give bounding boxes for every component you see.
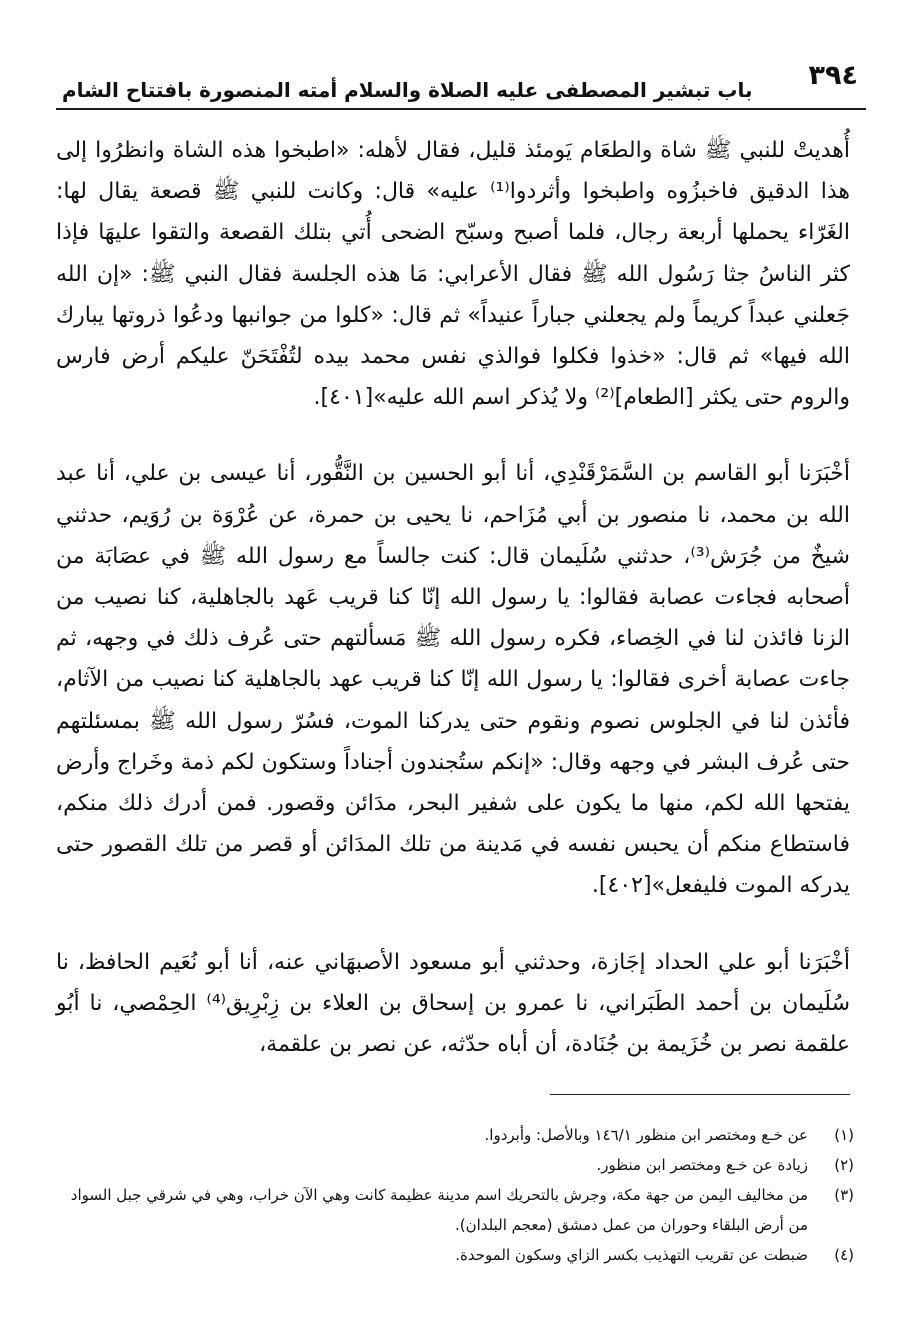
page-number: ٣٩٤ <box>808 60 858 91</box>
footnote-text: ضبطت عن تقريب التهذيب بكسر الزاي وسكون الموحدة. <box>455 1246 808 1264</box>
footnote <box>56 1180 854 1240</box>
footnote-text: من مخاليف اليمن من جهة مكة، وجرش بالتحريك اسم مدينة عظيمة كانت وهي الآن خراب، وهي في شرقي جبل السواد من أرض البلقاء وحوران من عمل دمشق (معجم البلدان). <box>70 1186 808 1234</box>
footnote-divider <box>550 1094 850 1095</box>
footnote-text: عن خـع ومختصر ابن منظور ١٤٦/١ وبالأصل: وأبردوا. <box>484 1126 808 1144</box>
footnote-number: (٤) <box>834 1246 854 1264</box>
footnotes <box>56 1120 854 1270</box>
footnote-number: (٣) <box>834 1186 854 1204</box>
chapter-title: باب تبشير المصطفى عليه الصلاة والسلام أمته المنصورة بافتتاح الشام <box>62 78 753 102</box>
footnote <box>56 1240 854 1270</box>
paragraph: أخْبَرَنا أبو القاسم بن السَّمَرْقَنْدِي، أنا أبو الحسين بن النَّقُّور، أنا عيسى بن علي، أنا عبد الله بن محمد، نا منصور بن أبي مُزَاحم، نا يحيى بن حمرة، عن عُرْوَة بن رُوَيم، حدثني شيخٌ من جُرَش⁽³⁾، حدثني سُلَيمان قال: كنت جالساً مع رسول الله ﷺ في عصَابَة من أصحابه فجاءت عصابة فقالوا: يا رسول الله إنّا كنا قريب عَهد بالجاهلية، كنا نصيب من الزنا فائذن لنا في الخِصاء، فكره رسول الله ﷺ مَسألتهم حتى عُرف ذلك في وجهه، ثم جاءت عصابة أخرى فقالوا: يا رسول الله إنّا كنا قريب عهد بالجاهلية كنا نصيب من الآثام، فأئذن لنا في الجلوس نصوم ونقوم حتى يدركنا الموت، فسُرّ رسول الله ﷺ بمسئلتهم حتى عُرف البشر في وجهه وقال: «إنكم ستُجندون أجناداً وستكون لكم ذمة وخَراج وأرض يفتحها الله لكم، منها ما يكون على شفير البحر، مدَائن وقصور. فمن أدرك ذلك منكم، فاستطاع منكم أن يحبس نفسه في مَدينة من تلك المدَائن أو قصر من تلك القصور حتى يدركه الموت فليفعل»[٤٠٢]. <box>56 461 850 899</box>
paragraph: أُهديتْ للنبي ﷺ شاة والطعَام يَومئذ قليل، فقال لأهله: «اطبخوا هذه الشاة وانظرُوا إلى هذا الدقيق فاخبزُوه واطبخوا وأثردوا⁽¹⁾ عليه» قال: وكانت للنبي ﷺ قصعة يقال لها: الغَرّاء يحملها أربعة رجال، فلما أصبح وسبّح الضحى أُتي بتلك القصعة والتقوا عليهَا فإذا كثر الناسُ جثا رَسُول الله ﷺ فقال الأعرابي: مَا هذه الجلسة فقال النبي ﷺ: «إن الله جَعلني عبداً كريماً ولم يجعلني جباراً عنيداً» ثم قال: «كلوا من جوانبها ودعُوا ذروتها يبارك الله فيها» ثم قال: «خذوا فكلوا فوالذي نفس محمد بيده لتُفْتَحَنّ عليكم أرض فارس والروم حتى يكثر [الطعام]⁽²⁾ ولا يُذكر اسم الله عليه»[٤٠١]. <box>56 138 850 411</box>
main-text <box>56 130 850 1065</box>
footnote <box>56 1120 854 1150</box>
footnote-text: زيادة عن خـع ومختصر ابن منظور. <box>596 1156 808 1174</box>
running-header <box>56 58 866 110</box>
footnote <box>56 1150 854 1180</box>
footnote-number: (٢) <box>834 1156 854 1174</box>
paragraph: أخْبَرَنا أبو علي الحداد إجَازة، وحدثني أبو مسعود الأصبهَاني عنه، أنا أبو نُعَيم الحافظ، نا سُلَيمان بن أحمد الطَبَراني، نا عمرو بن إسحاق بن العلاء بن زِبْرِيق⁽⁴⁾ الحِمْصي، نا أبُو علقمة نصر بن خُزَيمة بن جُنَادة، أن أباه حدّثه، عن نصر بن علقمة، <box>56 949 851 1058</box>
footnote-number: (١) <box>834 1126 854 1144</box>
